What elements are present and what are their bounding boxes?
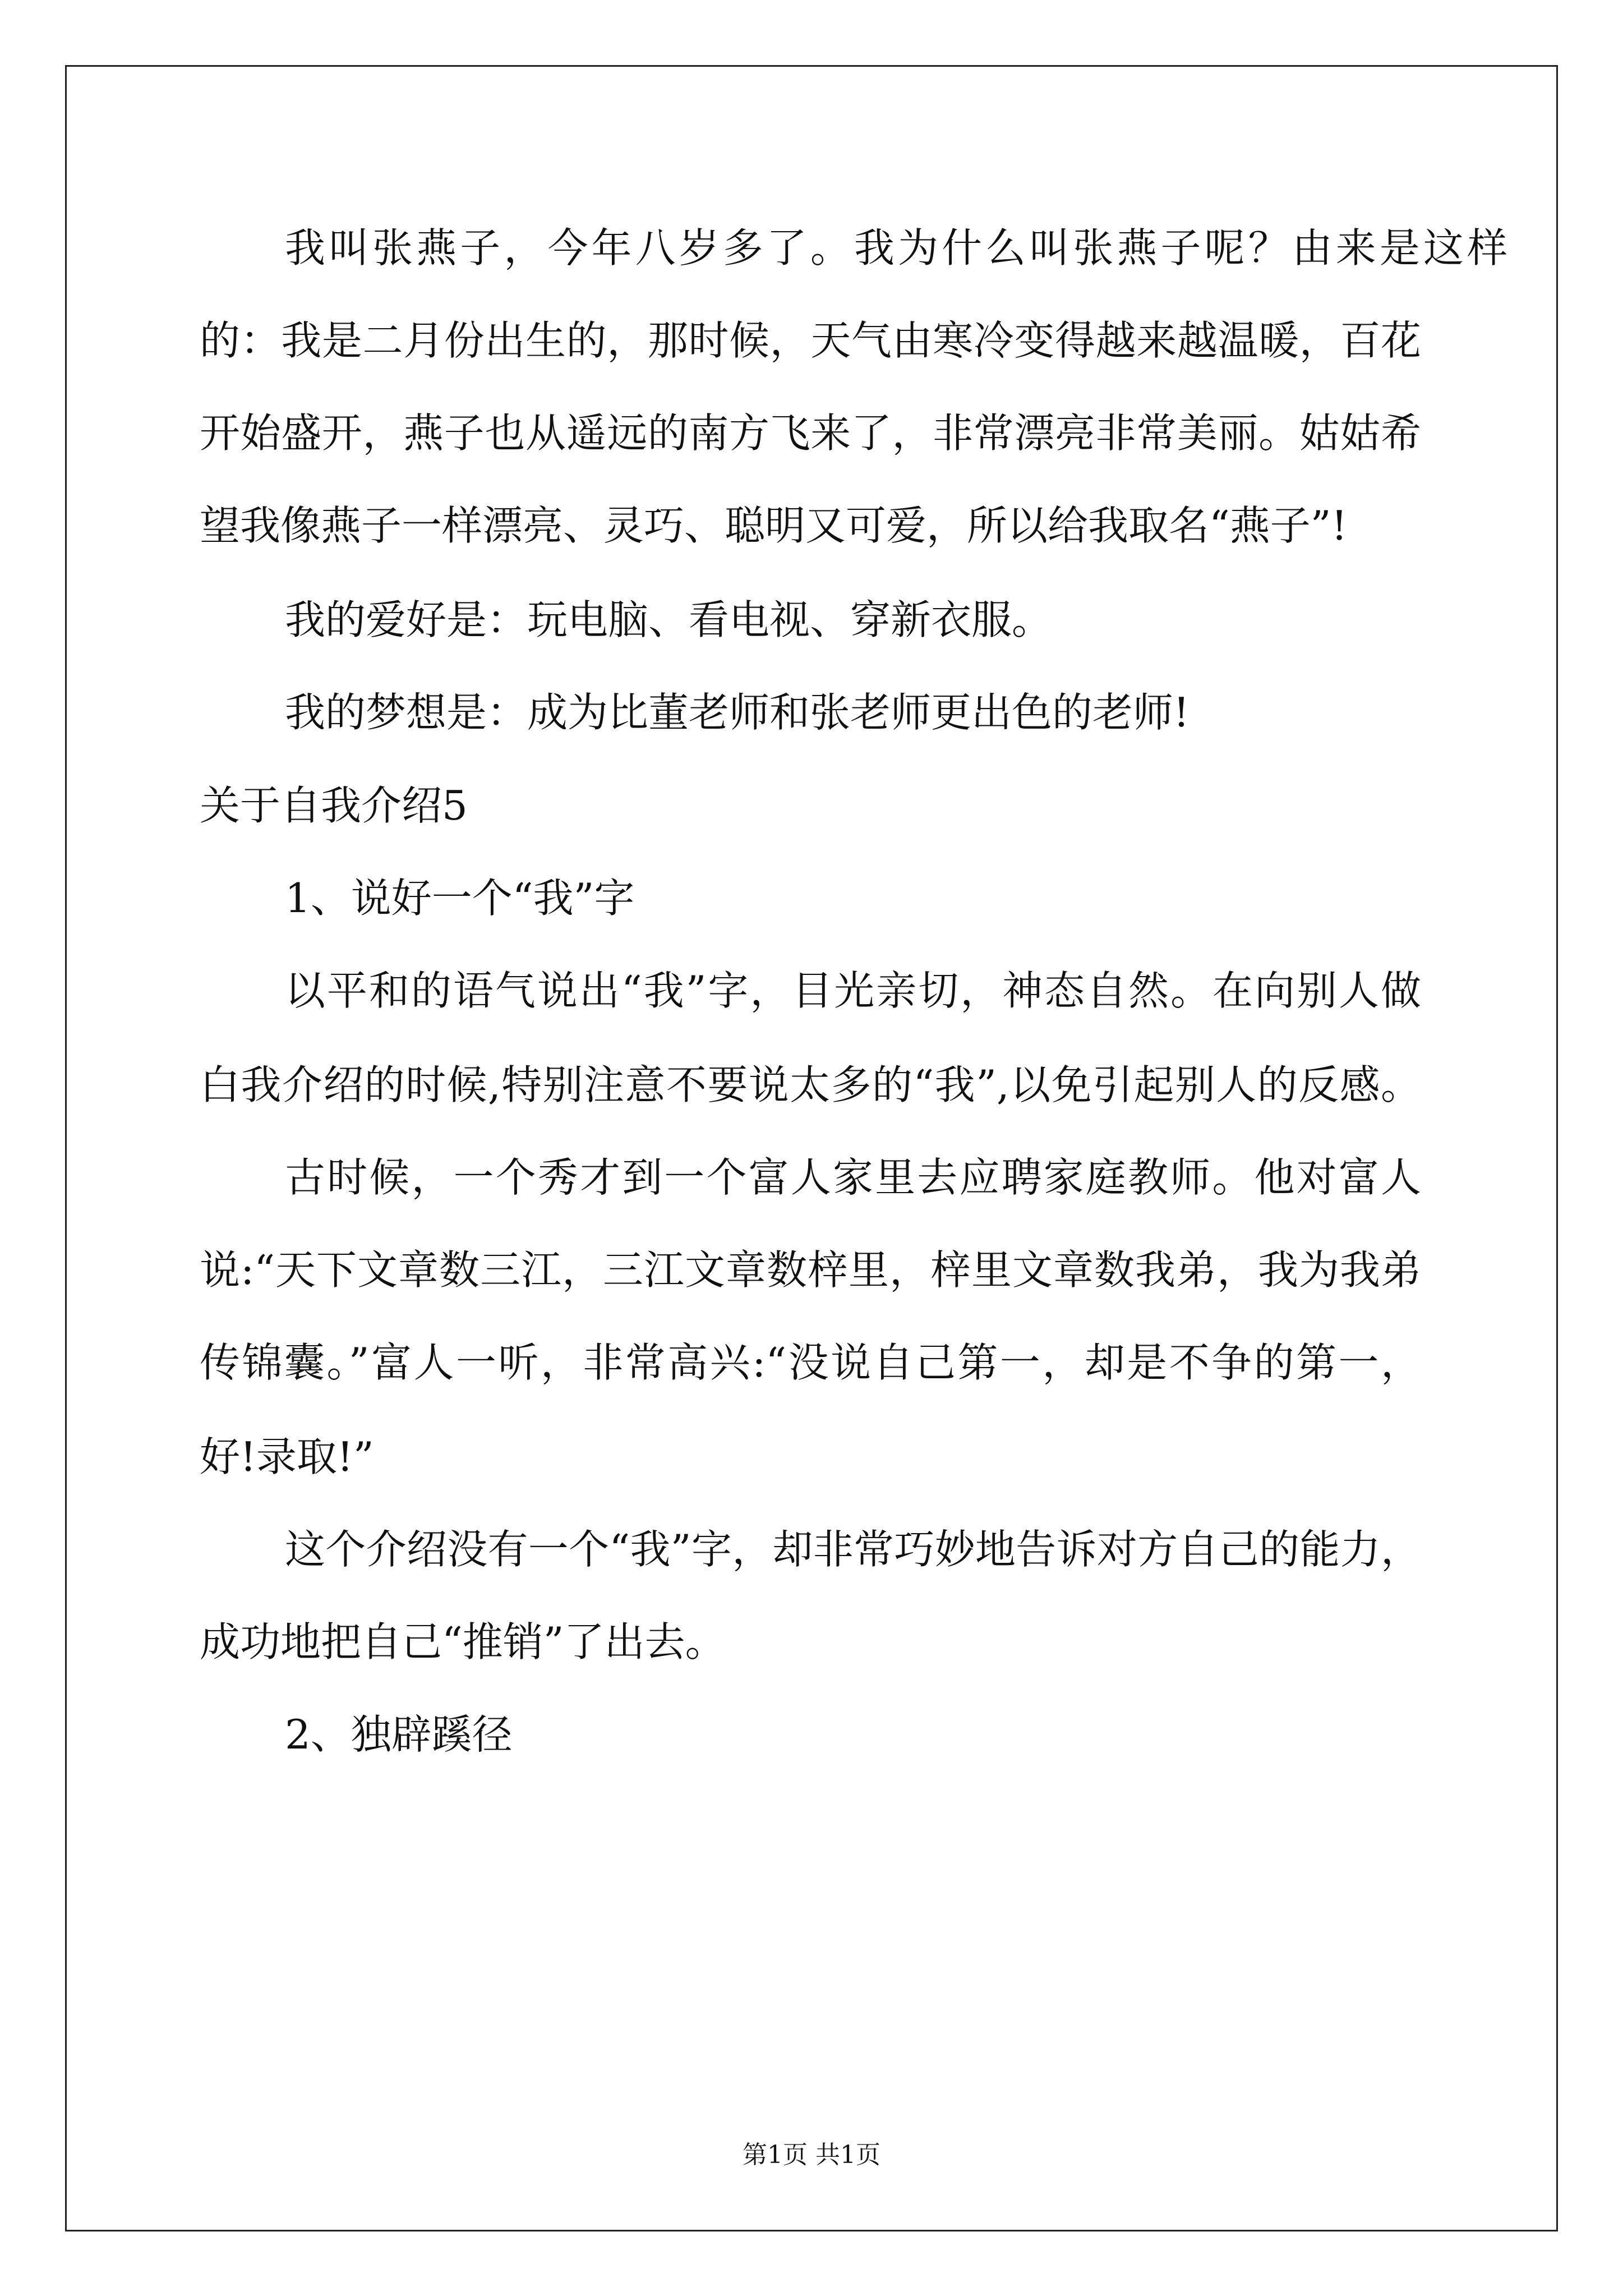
- page-border: [65, 65, 1558, 2231]
- body-line-12: 说:“天下文章数三江，三江文章数梓里，梓里文章数我弟，我为我弟: [200, 1246, 1421, 1294]
- body-line-6: 我的梦想是：成为比董老师和张老师更出色的老师!: [285, 689, 1189, 736]
- body-line-11: 古时候，一个秀才到一个富人家里去应聘家庭教师。他对富人: [285, 1154, 1421, 1201]
- body-line-4: 望我像燕子一样漂亮、灵巧、聪明又可爱，所以给我取名“燕子”!: [200, 502, 1348, 549]
- body-line-3: 开始盛开，燕子也从遥远的南方飞来了，非常漂亮非常美丽。姑姑希: [200, 409, 1421, 457]
- section-heading: 关于自我介绍5: [200, 782, 468, 829]
- body-line-13: 传锦囊。”富人一听，非常高兴:“没说自己第一，却是不争的第一，: [200, 1339, 1421, 1386]
- body-line-9: 以平和的语气说出“我”字，目光亲切，神态自然。在向别人做: [285, 967, 1421, 1014]
- subheading-2: 2、独辟蹊径: [285, 1711, 513, 1758]
- subheading-1: 1、说好一个“我”字: [285, 875, 635, 922]
- body-line-2: 的：我是二月份出生的，那时候，天气由寒冷变得越来越温暖，百花: [200, 317, 1421, 364]
- body-line-10: 白我介绍的时候,特别注意不要说太多的“我”,以免引起别人的反感。: [200, 1061, 1421, 1108]
- body-line-16: 成功地把自己“推销”了出去。: [200, 1618, 726, 1665]
- body-line-15: 这个介绍没有一个“我”字，却非常巧妙地告诉对方自己的能力，: [285, 1526, 1421, 1573]
- body-line-14: 好!录取!”: [200, 1433, 374, 1480]
- body-line-5: 我的爱好是：玩电脑、看电视、穿新衣服。: [285, 596, 1053, 643]
- page-footer: 第1页 共1页: [743, 2141, 880, 2169]
- body-line-1: 我叫张燕子，今年八岁多了。我为什么叫张燕子呢？由来是这样: [285, 224, 1507, 272]
